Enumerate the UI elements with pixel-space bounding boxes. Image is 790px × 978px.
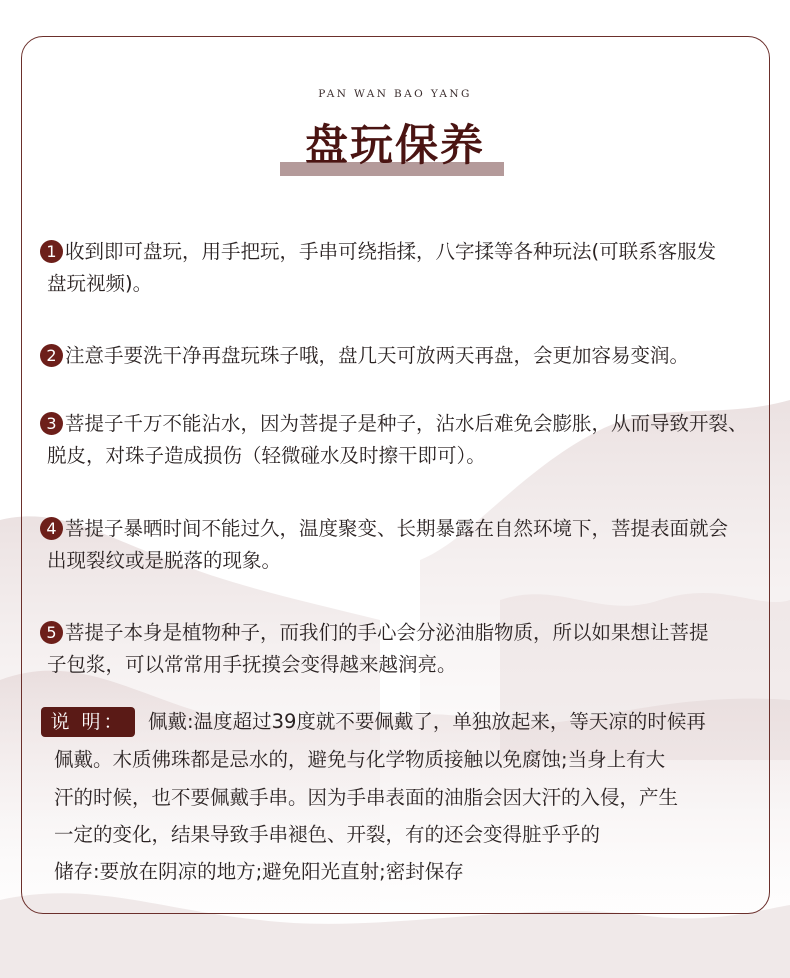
care-item-text: 收到即可盘玩，用手把玩，手串可绕指揉，八字揉等各种玩法(可联系客服发	[65, 240, 717, 263]
note-line-2: 佩戴。木质佛珠都是忌水的，避免与化学物质接触以免腐蚀;当身上有大	[54, 748, 666, 771]
care-item-line	[40, 513, 762, 545]
note-line-3: 汗的时候，也不要佩戴手串。因为手串表面的油脂会因大汗的入侵，产生	[54, 786, 679, 809]
care-item-text: 注意手要洗干净再盘玩珠子哦，盘几天可放两天再盘，会更加容易变润。	[65, 344, 690, 367]
care-item-text: 菩提子千万不能沾水，因为菩提子是种子，沾水后难免会膨胀，从而导致开裂、	[65, 412, 748, 435]
number-badge-icon: 4	[40, 517, 63, 540]
care-item-text: 子包浆，可以常常用手抚摸会变得越来越润亮。	[47, 653, 457, 676]
care-item-5	[40, 617, 762, 681]
care-item-line	[40, 236, 762, 268]
note-line-1: 佩戴:温度超过39度就不要佩戴了，单独放起来，等天凉的时候再	[148, 710, 706, 733]
number-badge-icon: 3	[40, 412, 63, 435]
note-line-4: 一定的变化，结果导致手串褪色、开裂，有的还会变得脏乎乎的	[54, 823, 601, 846]
care-item-4	[40, 513, 762, 577]
page-subtitle: PAN WAN BAO YANG	[318, 88, 472, 100]
page-title: 盘玩保养	[305, 121, 485, 171]
care-item-text: 出现裂纹或是脱落的现象。	[47, 549, 282, 572]
number-badge-icon: 2	[40, 344, 63, 367]
number-badge-icon: 5	[40, 621, 63, 644]
care-item-2	[40, 340, 762, 372]
care-item-line	[40, 340, 762, 372]
care-item-line	[40, 408, 762, 440]
care-item-text: 菩提子暴晒时间不能过久，温度聚变、长期暴露在自然环境下，菩提表面就会	[65, 517, 729, 540]
care-item-line	[40, 649, 762, 681]
care-item-3	[40, 408, 762, 472]
care-item-line	[40, 268, 762, 300]
care-item-1	[40, 236, 762, 300]
note-label-badge: 说 明：	[41, 707, 135, 737]
care-item-text: 菩提子本身是植物种子，而我们的手心会分泌油脂物质，所以如果想让菩提	[65, 621, 709, 644]
care-item-text: 脱皮，对珠子造成损伤（轻微碰水及时擦干即可）。	[47, 444, 486, 467]
care-item-line	[40, 617, 762, 649]
care-item-line	[40, 545, 762, 577]
care-item-text: 盘玩视频)。	[47, 272, 153, 295]
care-item-line	[40, 440, 762, 472]
note-line-5: 储存:要放在阴凉的地方;避免阳光直射;密封保存	[54, 860, 464, 883]
number-badge-icon: 1	[40, 240, 63, 263]
